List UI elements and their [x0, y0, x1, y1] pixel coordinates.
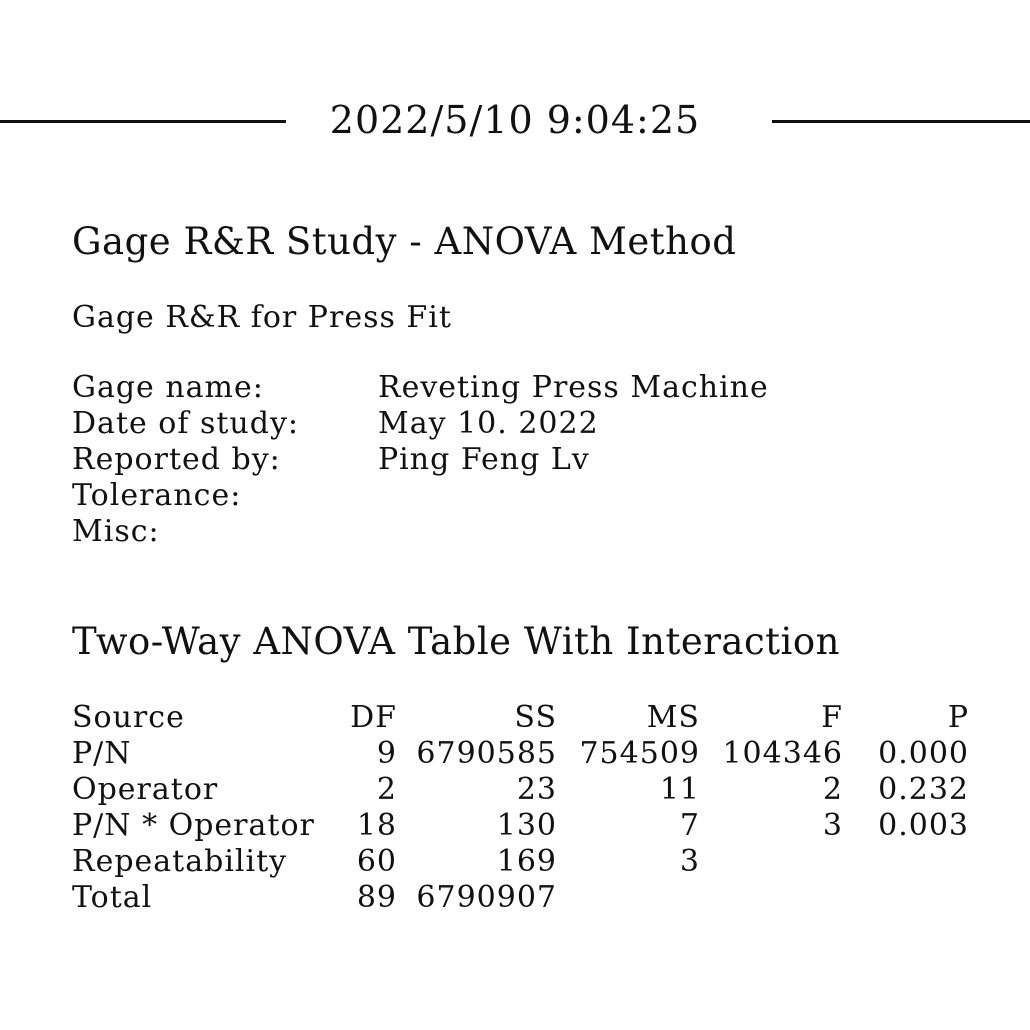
- info-value: Reveting Press Machine: [378, 370, 769, 405]
- cell-p: 0.232: [878, 772, 969, 807]
- cell-df: 9: [376, 736, 397, 771]
- cell-ms: 754509: [579, 736, 700, 771]
- info-row-tolerance: [72, 478, 769, 514]
- cell-ss: 23: [516, 772, 557, 807]
- info-row-date-of-study: [72, 406, 769, 442]
- cell-f: 3: [822, 808, 843, 843]
- cell-df: 2: [376, 772, 397, 807]
- cell-source: Operator: [72, 772, 219, 807]
- cell-p: 0.003: [878, 808, 969, 843]
- cell-df: 18: [356, 808, 397, 843]
- table-row: [72, 736, 969, 772]
- cell-p: 0.000: [878, 736, 969, 771]
- cell-f: [700, 844, 843, 880]
- info-label: Reported by:: [72, 442, 281, 477]
- column-header-ms: MS: [646, 700, 700, 735]
- info-label: Misc:: [72, 514, 160, 549]
- info-row-gage-name: [72, 370, 769, 406]
- cell-source: P/N * Operator: [72, 808, 315, 843]
- anova-table: [72, 700, 969, 916]
- cell-source: Repeatability: [72, 844, 288, 879]
- info-row-reported-by: [72, 442, 769, 478]
- cell-ms: 7: [679, 808, 700, 843]
- cell-p: [843, 844, 969, 880]
- cell-ms: [557, 880, 700, 916]
- table-row: [72, 844, 969, 880]
- cell-f: 2: [822, 772, 843, 807]
- table-row: [72, 772, 969, 808]
- study-info: [72, 370, 769, 550]
- cell-f: [700, 880, 843, 916]
- column-header-f: F: [821, 700, 843, 735]
- cell-df: 89: [356, 880, 397, 915]
- info-label: Tolerance:: [72, 478, 242, 513]
- cell-ms: 11: [659, 772, 700, 807]
- table-header-row: [72, 700, 969, 736]
- anova-table-title: Two-Way ANOVA Table With Interaction: [72, 620, 840, 663]
- report-timestamp: 2022/5/10 9:04:25: [329, 98, 701, 142]
- study-subtitle: Gage R&R for Press Fit: [72, 300, 452, 335]
- column-header-df: DF: [350, 700, 397, 735]
- cell-source: Total: [72, 880, 153, 915]
- column-header-p: P: [947, 700, 969, 735]
- cell-ss: 130: [496, 808, 557, 843]
- info-label: Gage name:: [72, 370, 264, 405]
- info-value: May 10. 2022: [378, 406, 599, 441]
- table-row: [72, 808, 969, 844]
- cell-ss: 6790585: [416, 736, 557, 771]
- info-value: Ping Feng Lv: [378, 442, 590, 477]
- column-header-source: Source: [72, 700, 185, 735]
- cell-source: P/N: [72, 736, 132, 771]
- info-row-misc: [72, 514, 769, 550]
- cell-f: 104346: [722, 736, 843, 771]
- header-rule-right: [772, 120, 1030, 123]
- cell-ms: 3: [679, 844, 700, 879]
- table-row: [72, 880, 969, 916]
- cell-ss: 6790907: [416, 880, 557, 915]
- study-title: Gage R&R Study - ANOVA Method: [72, 220, 737, 263]
- cell-p: [843, 880, 969, 916]
- column-header-ss: SS: [514, 700, 557, 735]
- cell-ss: 169: [496, 844, 557, 879]
- info-label: Date of study:: [72, 406, 300, 441]
- cell-df: 60: [356, 844, 397, 879]
